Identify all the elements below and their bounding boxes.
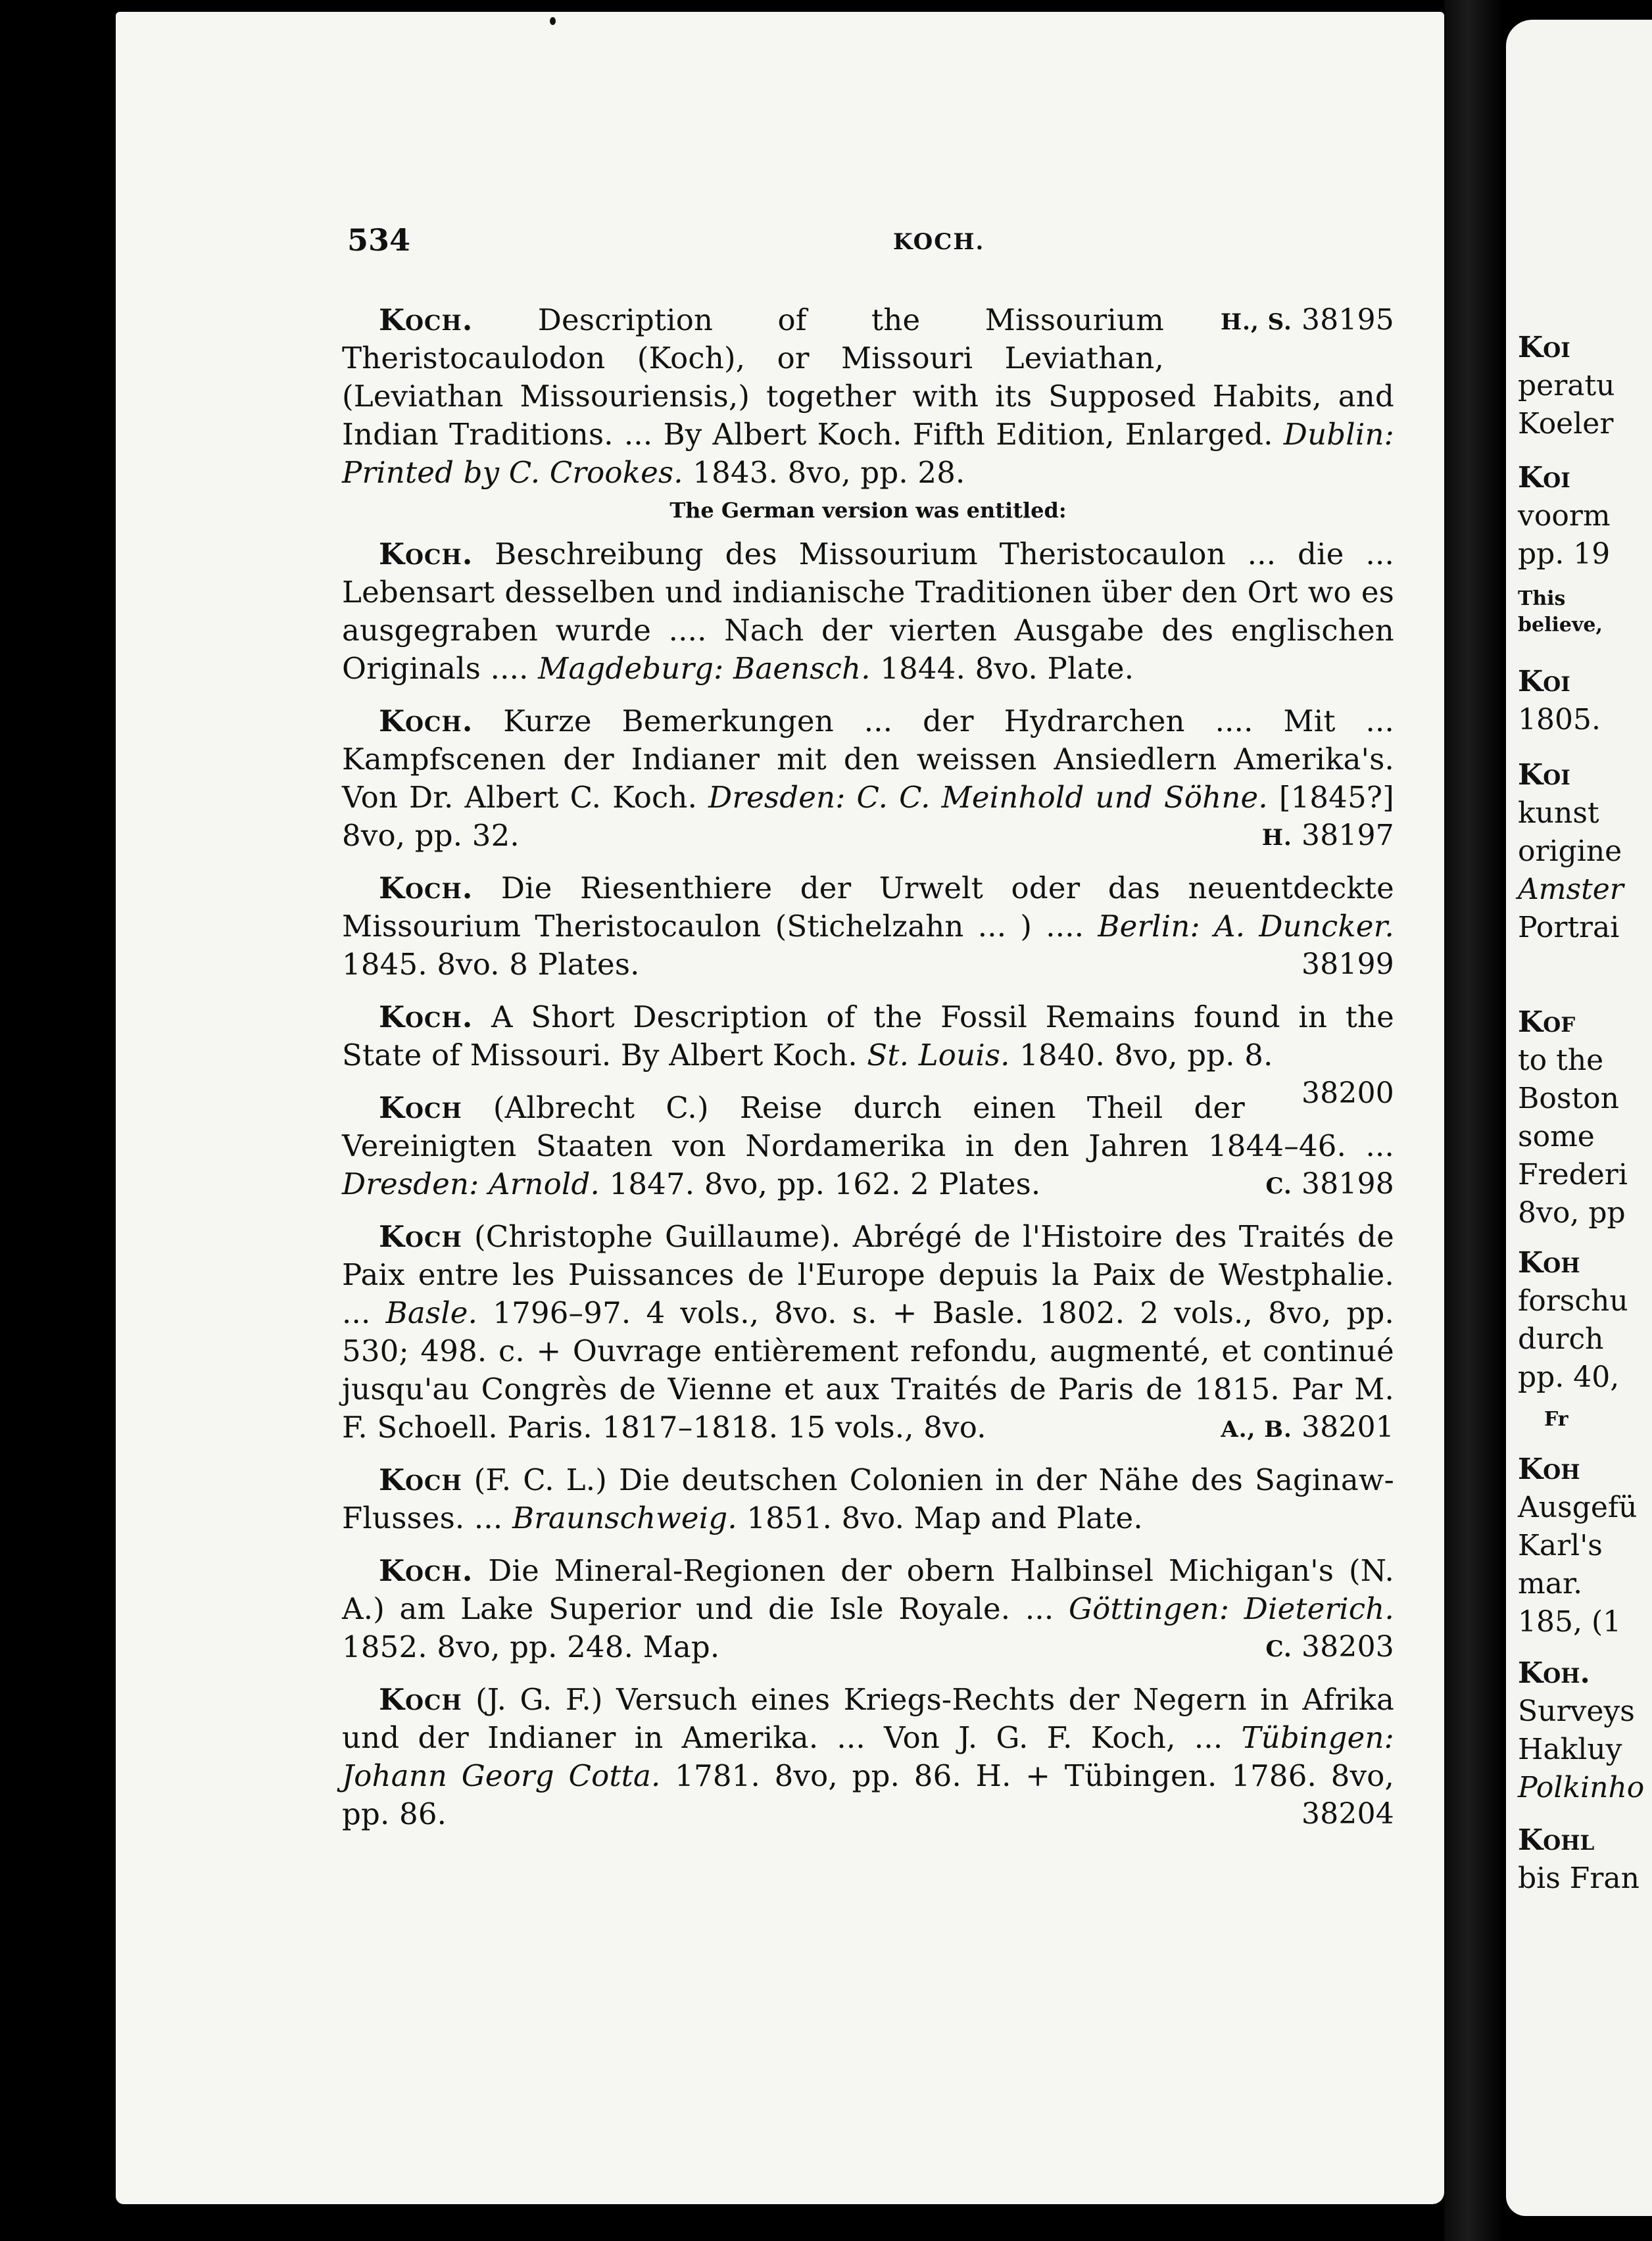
library-codes: C.	[1265, 1636, 1292, 1662]
entry-reference	[1265, 1795, 1394, 1833]
bibliography-entries	[342, 301, 1394, 1848]
entry-details: 1796–97. 4 vols., 8vo. s. + Basle. 1802. 2 vols., 8vo, pp. 530; 498. c. + Ouvrage entièrement refondu, augmenté, et continué jusqu'au Congrès de Vienne et aux Traités de Paris de 1815. Par M. F. Schoell. Paris. 1817–1818. 15 vols., 8vo.	[342, 1295, 1394, 1445]
entry-details: [1845?] 8vo, pp. 32.	[342, 780, 1394, 853]
fragment-line: Koı	[1518, 461, 1570, 494]
entry-publisher: Braunschweig.	[512, 1501, 737, 1535]
fragment-line: Hakluy	[1518, 1733, 1622, 1766]
entry-38204	[342, 1681, 1394, 1833]
fragment-line: Koı	[1518, 758, 1570, 792]
fragment-line: durch	[1518, 1322, 1604, 1356]
fragment-line: to the	[1518, 1044, 1604, 1077]
fragment-line: some	[1518, 1120, 1595, 1153]
entry-number: 38195	[1301, 303, 1394, 337]
entry-reference	[1184, 301, 1394, 341]
entry-reference	[1184, 1409, 1394, 1449]
entry-38201	[342, 1218, 1394, 1447]
fragment-line: Koı	[1518, 331, 1570, 364]
entry-number: 38203	[1301, 1630, 1394, 1664]
entry-number: 38201	[1301, 1410, 1394, 1444]
running-head: KOCH.	[893, 229, 985, 255]
entry-saginaw	[342, 1461, 1394, 1537]
entry-reference	[1265, 1074, 1394, 1113]
entry-title: Beschreibung des Missourium Theristocaulon ... die ... Lebensart desselben und indianische Traditionen über den Ort wo es ausgegraben wurde .... Nach der vierten Ausgabe des englischen Originals ....	[342, 537, 1394, 686]
fragment-line: Kohl	[1518, 1823, 1595, 1857]
fragment-line: 8vo, pp	[1518, 1196, 1626, 1230]
entry-publisher: Berlin: A. Duncker.	[1098, 909, 1394, 944]
entry-author: Koch	[379, 1090, 462, 1125]
fragment-line: Boston	[1518, 1082, 1619, 1115]
entry-38199	[342, 869, 1394, 984]
fragment-line: Kof	[1518, 1005, 1576, 1039]
entry-details: 1851. 8vo. Map and Plate.	[737, 1501, 1143, 1535]
library-codes: C.	[1265, 1173, 1292, 1199]
entry-title: (Albrecht C.) Reise durch einen Theil der Vereinigten Staaten von Nordamerika in den Jahren 1844–46. ...	[342, 1090, 1394, 1163]
entry-publisher: Basle.	[385, 1295, 478, 1330]
entry-title: Kurze Bemerkungen ... der Hydrarchen .... Mit ... Kampfscenen der Indianer mit den weissen Ansiedlern Amerika's. Von Dr. Albert C. Koch.	[342, 704, 1394, 815]
entry-reference	[1229, 1165, 1394, 1205]
entry-author: Koch.	[379, 1000, 474, 1034]
entry-title: (J. G. F.) Versuch eines Kriegs-Rechts der Negern in Afrika und der Indianer in Amerika. ... Von J. G. F. Koch, ...	[342, 1682, 1394, 1755]
entry-author: Koch.	[379, 302, 474, 337]
fragment-line: voorm	[1518, 499, 1611, 533]
entry-publisher: Magdeburg: Baensch.	[538, 651, 871, 686]
entry-number: 38200	[1301, 1076, 1394, 1110]
fragment-line: Frederi	[1518, 1158, 1628, 1192]
entry-38200	[342, 998, 1394, 1110]
entry-publisher: Göttingen: Dieterich.	[1069, 1591, 1394, 1626]
fragment-line: Koeler	[1518, 407, 1614, 441]
fragment-line: Polkinho	[1518, 1771, 1645, 1804]
fragment-line: kunst	[1518, 796, 1599, 830]
entry-details: 1845. 8vo. 8 Plates.	[342, 947, 640, 982]
fragment-line: Koh	[1518, 1246, 1580, 1280]
entry-number: 38198	[1301, 1167, 1394, 1201]
fragment-line: bis Fran	[1518, 1862, 1640, 1895]
entry-publisher: Dublin: Printed by C. Crookes.	[342, 417, 1394, 490]
fragment-line: Fr	[1544, 1408, 1568, 1431]
fragment-line: Surveys	[1518, 1695, 1635, 1728]
entry-author: Koch	[379, 1682, 462, 1717]
entry-reference	[1225, 817, 1394, 857]
fragment-line: Koı	[1518, 665, 1570, 698]
entry-title: Die Riesenthiere der Urwelt oder das neuentdeckte Missourium Theristocaulon (Stichelzahn ... ) ....	[342, 871, 1394, 944]
library-codes: H.	[1261, 825, 1292, 851]
fragment-line: Amster	[1518, 873, 1624, 906]
library-codes: H., S.	[1221, 309, 1292, 335]
entry-publisher: St. Louis.	[867, 1038, 1010, 1072]
entry-title: Description of the Missourium Theristocaulodon (Koch), or Missouri Leviathan, (Leviathan Missouriensis,) together with its Supposed Habits, and Indian Traditions. ... By Albert Koch. Fifth Edition, Enlarged.	[342, 302, 1394, 452]
entry-details: 1847. 8vo, pp. 162. 2 Plates.	[599, 1167, 1041, 1201]
fragment-line: Ausgefü	[1518, 1491, 1638, 1524]
fragment-line: 185, (1	[1518, 1605, 1622, 1639]
entry-number: 38204	[1301, 1797, 1394, 1831]
page-header	[347, 222, 1393, 268]
entry-reference	[1229, 1628, 1394, 1668]
right-page	[1506, 20, 1652, 2216]
entry-reference	[1265, 946, 1394, 984]
entry-beschreibung	[342, 535, 1394, 688]
fragment-line: Koh.	[1518, 1656, 1590, 1690]
entry-author: Koch	[379, 1219, 462, 1254]
fragment-line: peratu	[1518, 369, 1615, 402]
fragment-line: believe,	[1518, 614, 1603, 637]
entry-publisher: Tübingen: Johann Georg Cotta.	[342, 1720, 1394, 1793]
entry-details: 1840. 8vo, pp. 8.	[1009, 1038, 1273, 1072]
fragment-line: Koh	[1518, 1453, 1580, 1486]
entry-title: A Short Description of the Fossil Remains found in the State of Missouri. By Albert Koch.	[342, 1000, 1394, 1072]
entry-details: 1781. 8vo, pp. 86. H. + Tübingen. 1786. 8vo, pp. 86.	[342, 1758, 1394, 1831]
entry-author: Koch.	[379, 871, 474, 905]
entry-38198	[342, 1089, 1394, 1203]
entry-number: 38199	[1301, 948, 1394, 981]
entry-publisher: Dresden: C. C. Meinhold und Söhne.	[708, 780, 1268, 815]
book-gutter	[1444, 0, 1503, 2241]
entry-details: 1843. 8vo, pp. 28.	[683, 455, 965, 490]
fragment-line: This	[1518, 587, 1566, 610]
entry-38195	[342, 301, 1394, 492]
fragment-line: forschu	[1518, 1284, 1628, 1318]
entry-title: (Christophe Guillaume). Abrégé de l'Histoire des Traités de Paix entre les Puissances de l'Europe depuis la Paix de Westphalie. ...	[342, 1219, 1394, 1330]
entry-author: Koch	[379, 1462, 462, 1497]
fragment-line: pp. 19	[1518, 537, 1611, 571]
entry-38203	[342, 1552, 1394, 1666]
entry-details: 1852. 8vo, pp. 248. Map.	[342, 1629, 720, 1664]
entry-number: 38197	[1301, 819, 1394, 852]
fragment-line: pp. 40,	[1518, 1361, 1620, 1394]
fragment-line: Portrai	[1518, 911, 1620, 944]
entry-title: Die Mineral-Regionen der obern Halbinsel Michigan's (N. A.) am Lake Superior und die Isle Royale. ...	[342, 1553, 1394, 1626]
entry-note: The German version was entitled:	[669, 498, 1067, 523]
library-codes: A., B.	[1221, 1416, 1292, 1443]
entry-author: Koch.	[379, 537, 474, 571]
page-number: 534	[347, 222, 411, 258]
entry-author: Koch.	[379, 704, 474, 738]
entry-publisher: Dresden: Arnold.	[342, 1167, 600, 1201]
fragment-line: 1805.	[1518, 703, 1601, 736]
ink-speck	[550, 17, 556, 25]
entry-38197	[342, 702, 1394, 855]
fragment-line: Karl's	[1518, 1529, 1603, 1562]
entry-title: (F. C. L.) Die deutschen Colonien in der Nähe des Saginaw-Flusses. ...	[342, 1462, 1394, 1535]
entry-author: Koch.	[379, 1553, 474, 1588]
fragment-line: origine	[1518, 834, 1622, 868]
entry-details: 1844. 8vo. Plate.	[870, 651, 1134, 686]
fragment-line: mar.	[1518, 1567, 1583, 1601]
